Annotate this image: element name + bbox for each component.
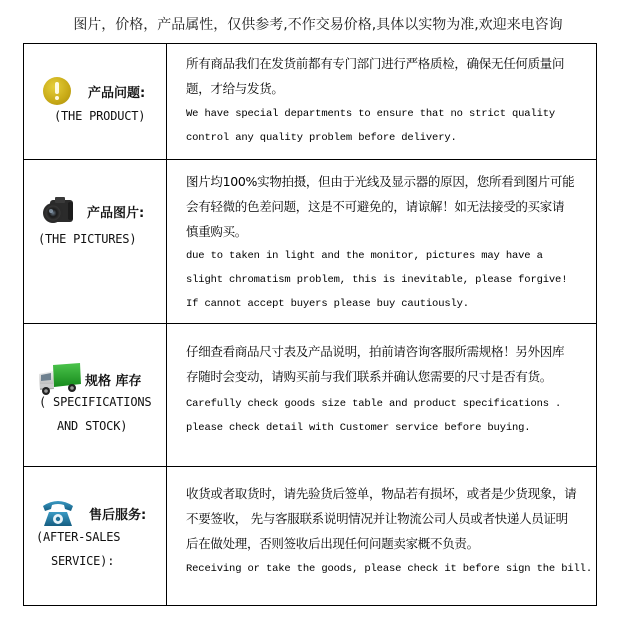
cn-line: 慎重购买。 [186, 224, 248, 239]
en-line: We have special departments to ensure that no strict quality [186, 108, 556, 120]
en-line: please check detail with Customer service before buying. [186, 422, 531, 434]
label-cn-product: 产品问题: [88, 85, 146, 101]
label-en-product: (THE PRODUCT) [54, 109, 146, 123]
truck-icon [37, 362, 83, 396]
label-cn-pictures: 产品图片: [87, 205, 145, 221]
label-cn-specifications: 规格 库存 [85, 373, 142, 389]
page-title: 图片，价格，产品属性，仅供参考,不作交易价格,具体以实物为准,欢迎来电咨询 [73, 17, 563, 33]
label-cell-product [24, 44, 167, 159]
cn-line: 仔细查看商品尺寸表及产品说明，拍前请咨询客服所需规格！另外因库 [186, 344, 565, 359]
content-cell-product [168, 44, 596, 159]
cn-line: 题，才给与发货。 [186, 81, 284, 96]
en-line: due to taken in light and the monitor, pictures may have a [186, 250, 543, 262]
table-row-specifications [24, 324, 596, 467]
label-cell-specifications [24, 324, 167, 466]
table-row-product [24, 44, 596, 160]
cn-line: 图片均100%实物拍摄，但由于光线及显示器的原因，您所看到图片可能 [186, 174, 575, 189]
warning-icon [43, 77, 71, 105]
content-cell-specifications [168, 324, 596, 466]
cn-line: 不要签收， 先与客服联系说明情况并让物流公司人员或者快递人员证明 [186, 511, 568, 526]
label-en-after-sales-2: SERVICE): [51, 554, 115, 568]
cn-line: 存随时会变动，请购买前与我们联系并确认您需要的尺寸是否有货。 [186, 369, 553, 384]
label-en-pictures: (THE PICTURES) [38, 232, 137, 246]
label-cn-after-sales: 售后服务: [89, 507, 147, 523]
label-en-after-sales-1: (AFTER-SALES [36, 530, 121, 544]
cn-line: 收货或者取货时，请先验货后签单，物品若有损坏，或者是少货现象，请 [186, 486, 577, 501]
cn-line: 所有商品我们在发货前都有专门部门进行严格质检，确保无任何质量问 [186, 56, 565, 71]
en-line: If cannot accept buyers please buy cautiously. [186, 298, 469, 310]
table-row-pictures [24, 160, 596, 324]
en-line: Carefully check goods size table and product specifications . [186, 398, 562, 410]
content-cell-after-sales [168, 467, 596, 606]
info-table [23, 43, 597, 606]
cn-line: 会有轻微的色差问题，这是不可避免的，请谅解！如无法接受的买家请 [186, 199, 565, 214]
label-cell-after-sales [24, 467, 167, 606]
table-row-after-sales [24, 467, 596, 606]
en-line: Receiving or take the goods, please check it before sign the bill. [186, 563, 592, 575]
content-cell-pictures [168, 160, 596, 323]
label-en-specifications-1: ( SPECIFICATIONS [39, 395, 152, 409]
en-line: control any quality problem before delivery. [186, 132, 457, 144]
cn-line: 后在做处理，否则签收后出现任何问题卖家概不负责。 [186, 536, 479, 551]
en-line: slight chromatism problem, this is inevitable, please forgive! [186, 274, 568, 286]
label-cell-pictures [24, 160, 167, 323]
phone-icon [41, 498, 75, 528]
camera-icon [41, 196, 75, 226]
label-en-specifications-2: AND STOCK) [57, 419, 128, 433]
